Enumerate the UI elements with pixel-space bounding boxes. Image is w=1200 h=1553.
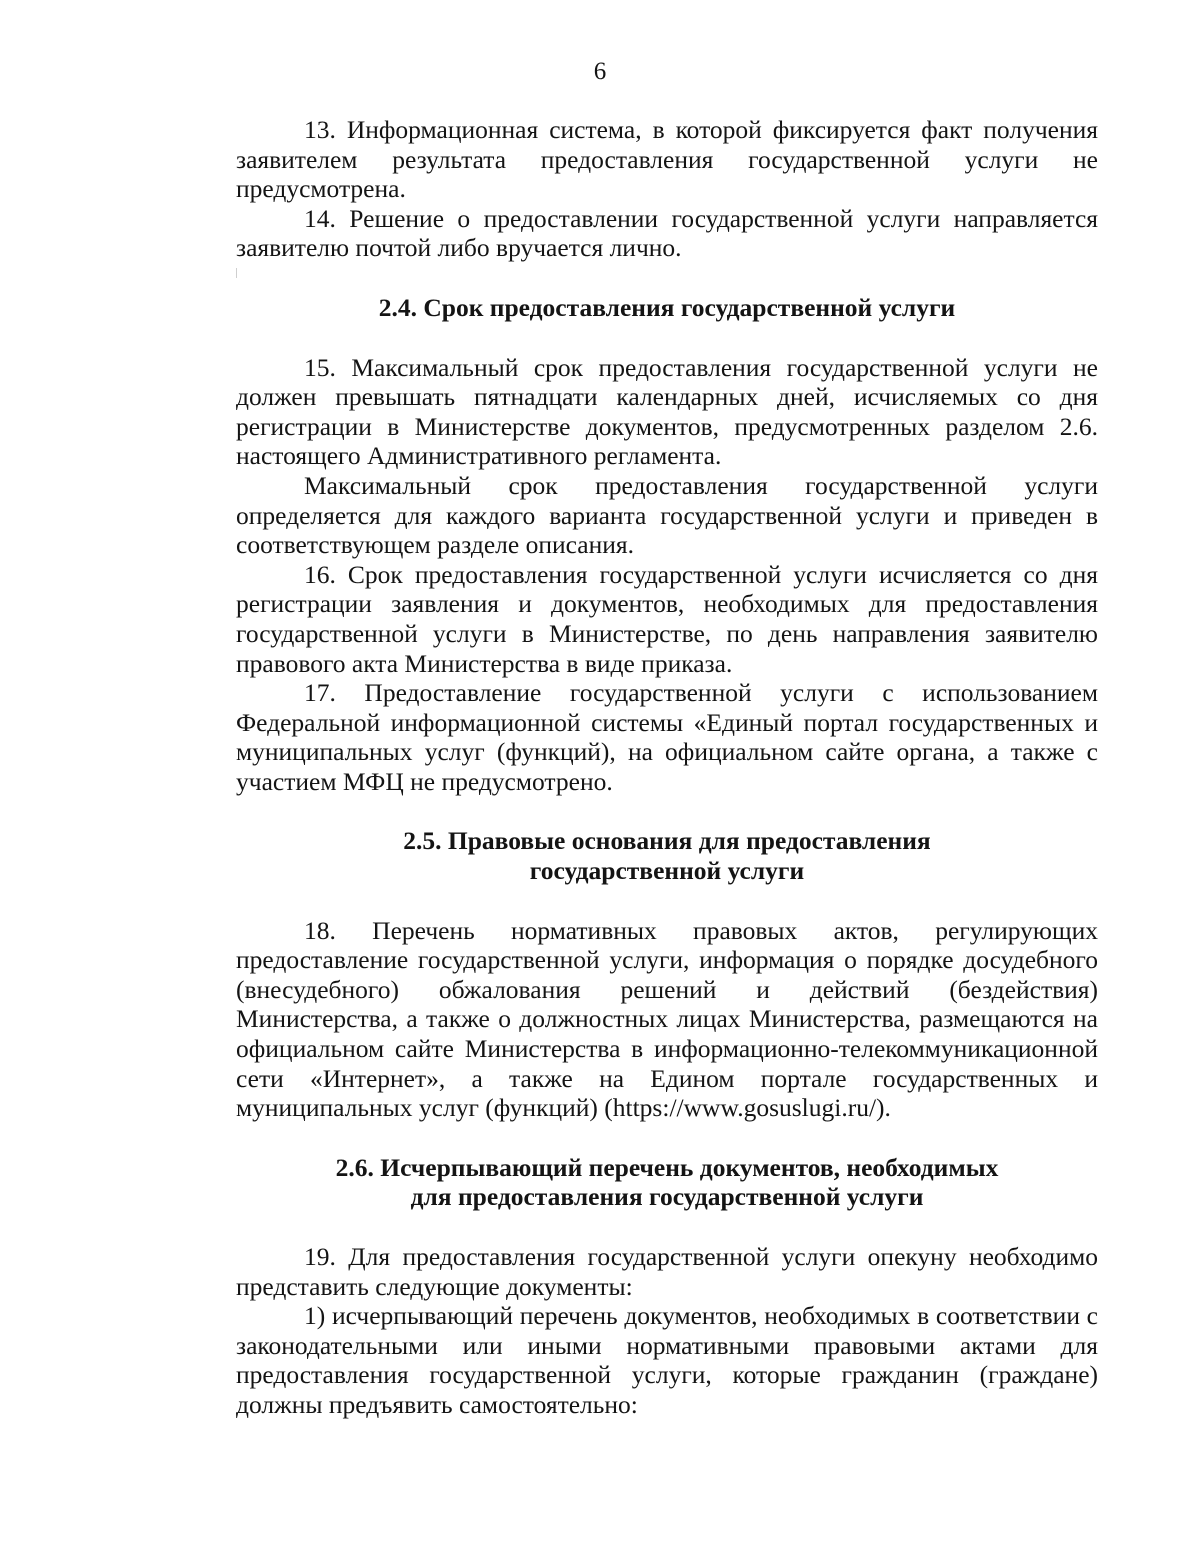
paragraph-13: 13. Информационная система, в которой фиксируется факт получения заявителем результата предоставления государственной услуги не предусмотрена. (236, 115, 1098, 204)
heading-line: для предоставления государственной услуги (410, 1182, 924, 1212)
document-body (236, 115, 1098, 1420)
section-heading-2-4 (236, 293, 1098, 323)
page-number: 6 (593, 58, 607, 85)
heading-line: государственной услуги (529, 856, 805, 886)
paragraph-16: 16. Срок предоставления государственной услуги исчисляется со дня регистрации заявления и документов, необходимых для предоставления государственной услуги в Министерстве, по день направления заявителю правового акта Министерства в виде приказа. (236, 559, 1098, 678)
heading-line: 2.6. Исчерпывающий перечень документов, необходимых (335, 1152, 999, 1182)
paragraph-19: 19. Для предоставления государственной услуги опекуну необходимо представить следующие документы: (236, 1242, 1098, 1301)
paragraph-max-term: Максимальный срок предоставления государственной услуги определяется для каждого варианта государственной услуги и приведен в соответствующем разделе описания. (236, 470, 1098, 560)
paragraph-18: 18. Перечень нормативных правовых актов, регулирующих предоставление государственной услуги, информация о порядке досудебного (внесудебного) обжалования решений и действий (бездействия) Министерства, а также о должностных лицах Министерства, размещаются на официальном сайте Министерства в информационно-телекоммуникационной сети «Интернет», а также на Едином портале государственных и муниципальных услуг (функций) (https://www.gosuslugi.ru/). (236, 915, 1098, 1123)
paragraph-17: 17. Предоставление государственной услуги с использованием Федеральной информационной системы «Единый портал государственных и муниципальных услуг (функций), на официальном сайте органа, а также с участием МФЦ не предусмотрено. (236, 678, 1098, 796)
paragraph-15: 15. Максимальный срок предоставления государственной услуги не должен превышать пятнадцати календарных дней, исчисляемых со дня регистрации в Министерстве документов, предусмотренных разделом 2.6. настоящего Административного регламента. (236, 352, 1098, 471)
section-heading-2-5 (236, 826, 1098, 885)
section-heading-2-6 (236, 1153, 1098, 1212)
heading-line: 2.5. Правовые основания для предоставления (403, 826, 931, 856)
paragraph-14: 14. Решение о предоставлении государственной услуги направляется заявителю почтой либо вручается лично. (236, 203, 1098, 263)
paragraph-19-1: 1) исчерпывающий перечень документов, необходимых в соответствии с законодательными или иными нормативными правовыми актами для предоставления государственной услуги, которые гражданин (граждане) должны предъявить самостоятельно: (236, 1301, 1098, 1419)
heading-line: 2.4. Срок предоставления государственной услуги (378, 292, 956, 322)
